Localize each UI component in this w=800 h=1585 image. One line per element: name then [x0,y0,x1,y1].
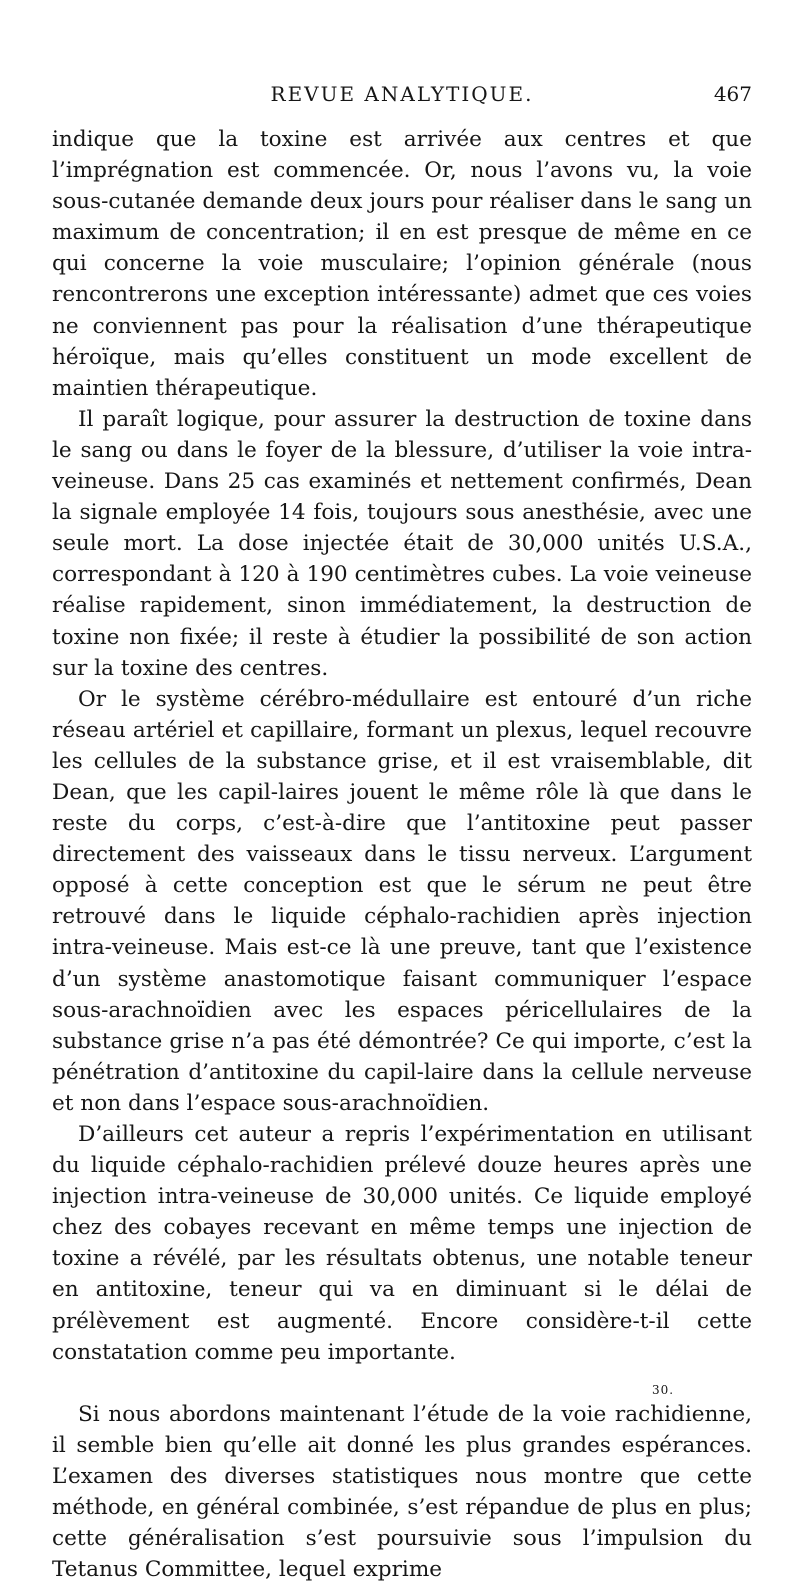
paragraph-4: D’ailleurs cet auteur a repris l’expérimentation en utilisant du liquide céphalo-rachidien prélevé douze heures après une injection intra-veineuse de 30,000 unités. Ce liquide employé chez des cobayes recevant en même temps une injection de toxine a révélé, par les résultats obtenus, une notable teneur en antitoxine, teneur qui va en diminuant si le délai de prélèvement est augmenté. Encore considère-t-il cette constatation comme peu importante. [52,1122,752,1365]
body-text [52,124,752,1585]
page-header [52,80,752,110]
paragraph-2: Il paraît logique, pour assurer la destruction de toxine dans le sang ou dans le foyer de la blessure, d’utiliser la voie intra-veineuse. Dans 25 cas examinés et nettement confirmés, Dean la signale employée 14 fois, toujours sous anesthésie, avec une seule mort. La dose injectée était de 30,000 unités U.S.A., correspondant à 120 à 190 centimètres cubes. La voie veineuse réalise rapidement, sinon immédiatement, la destruction de toxine non fixée; il reste à étudier la possibilité de son action sur la toxine des centres. [52,406,752,681]
paragraph-3: Or le système cérébro-médullaire est entouré d’un riche réseau artériel et capillaire, formant un plexus, lequel recouvre les cellules de la substance grise, et il est vraisemblable, dit Dean, que les capil-laires jouent le même rôle là que dans le reste du corps, c’est-à-dire que l’antitoxine peut passer directement des vaisseaux dans le tissu nerveux. L’argument opposé à cette conception est que le sérum ne peut être retrouvé dans le liquide céphalo-rachidien après injection intra-veineuse. Mais est-ce là une preuve, tant que l’existence d’un système anastomotique faisant communiquer l’espace sous-arachnoïdien avec les espaces péricellulaires de la substance grise n’a pas été démontrée? Ce qui importe, c’est la pénétration d’antitoxine du capil-laire dans la cellule nerveuse et non dans l’espace sous-arachnoïdien. [52,686,752,1116]
signature-mark: 30. [652,1383,675,1397]
page-number: 467 [713,82,752,106]
running-title: REVUE ANALYTIQUE. [270,82,534,106]
paragraph-1: indique que la toxine est arrivée aux centres et que l’imprégnation est commencée. Or, nous l’avons vu, la voie sous-cutanée demande deux jours pour réaliser dans le sang un maximum de concentration; il en est presque de même en ce qui concerne la voie musculaire; l’opinion générale (nous rencontrerons une exception intéressante) admet que ces voies ne conviennent pas pour la réalisation d’une thérapeutique héroïque, mais qu’elles constituent un mode excellent de maintien thérapeutique. [52,127,752,401]
paragraph-5: Si nous abordons maintenant l’étude de la voie rachidienne, il semble bien qu’elle ait donné les plus grandes espérances. L’examen des diverses statistiques nous montre que cette méthode, en général combinée, s’est répandue de plus en plus; cette généralisation s’est poursuivie sous l’impulsion du Tetanus Committee, lequel exprime [52,1401,752,1583]
